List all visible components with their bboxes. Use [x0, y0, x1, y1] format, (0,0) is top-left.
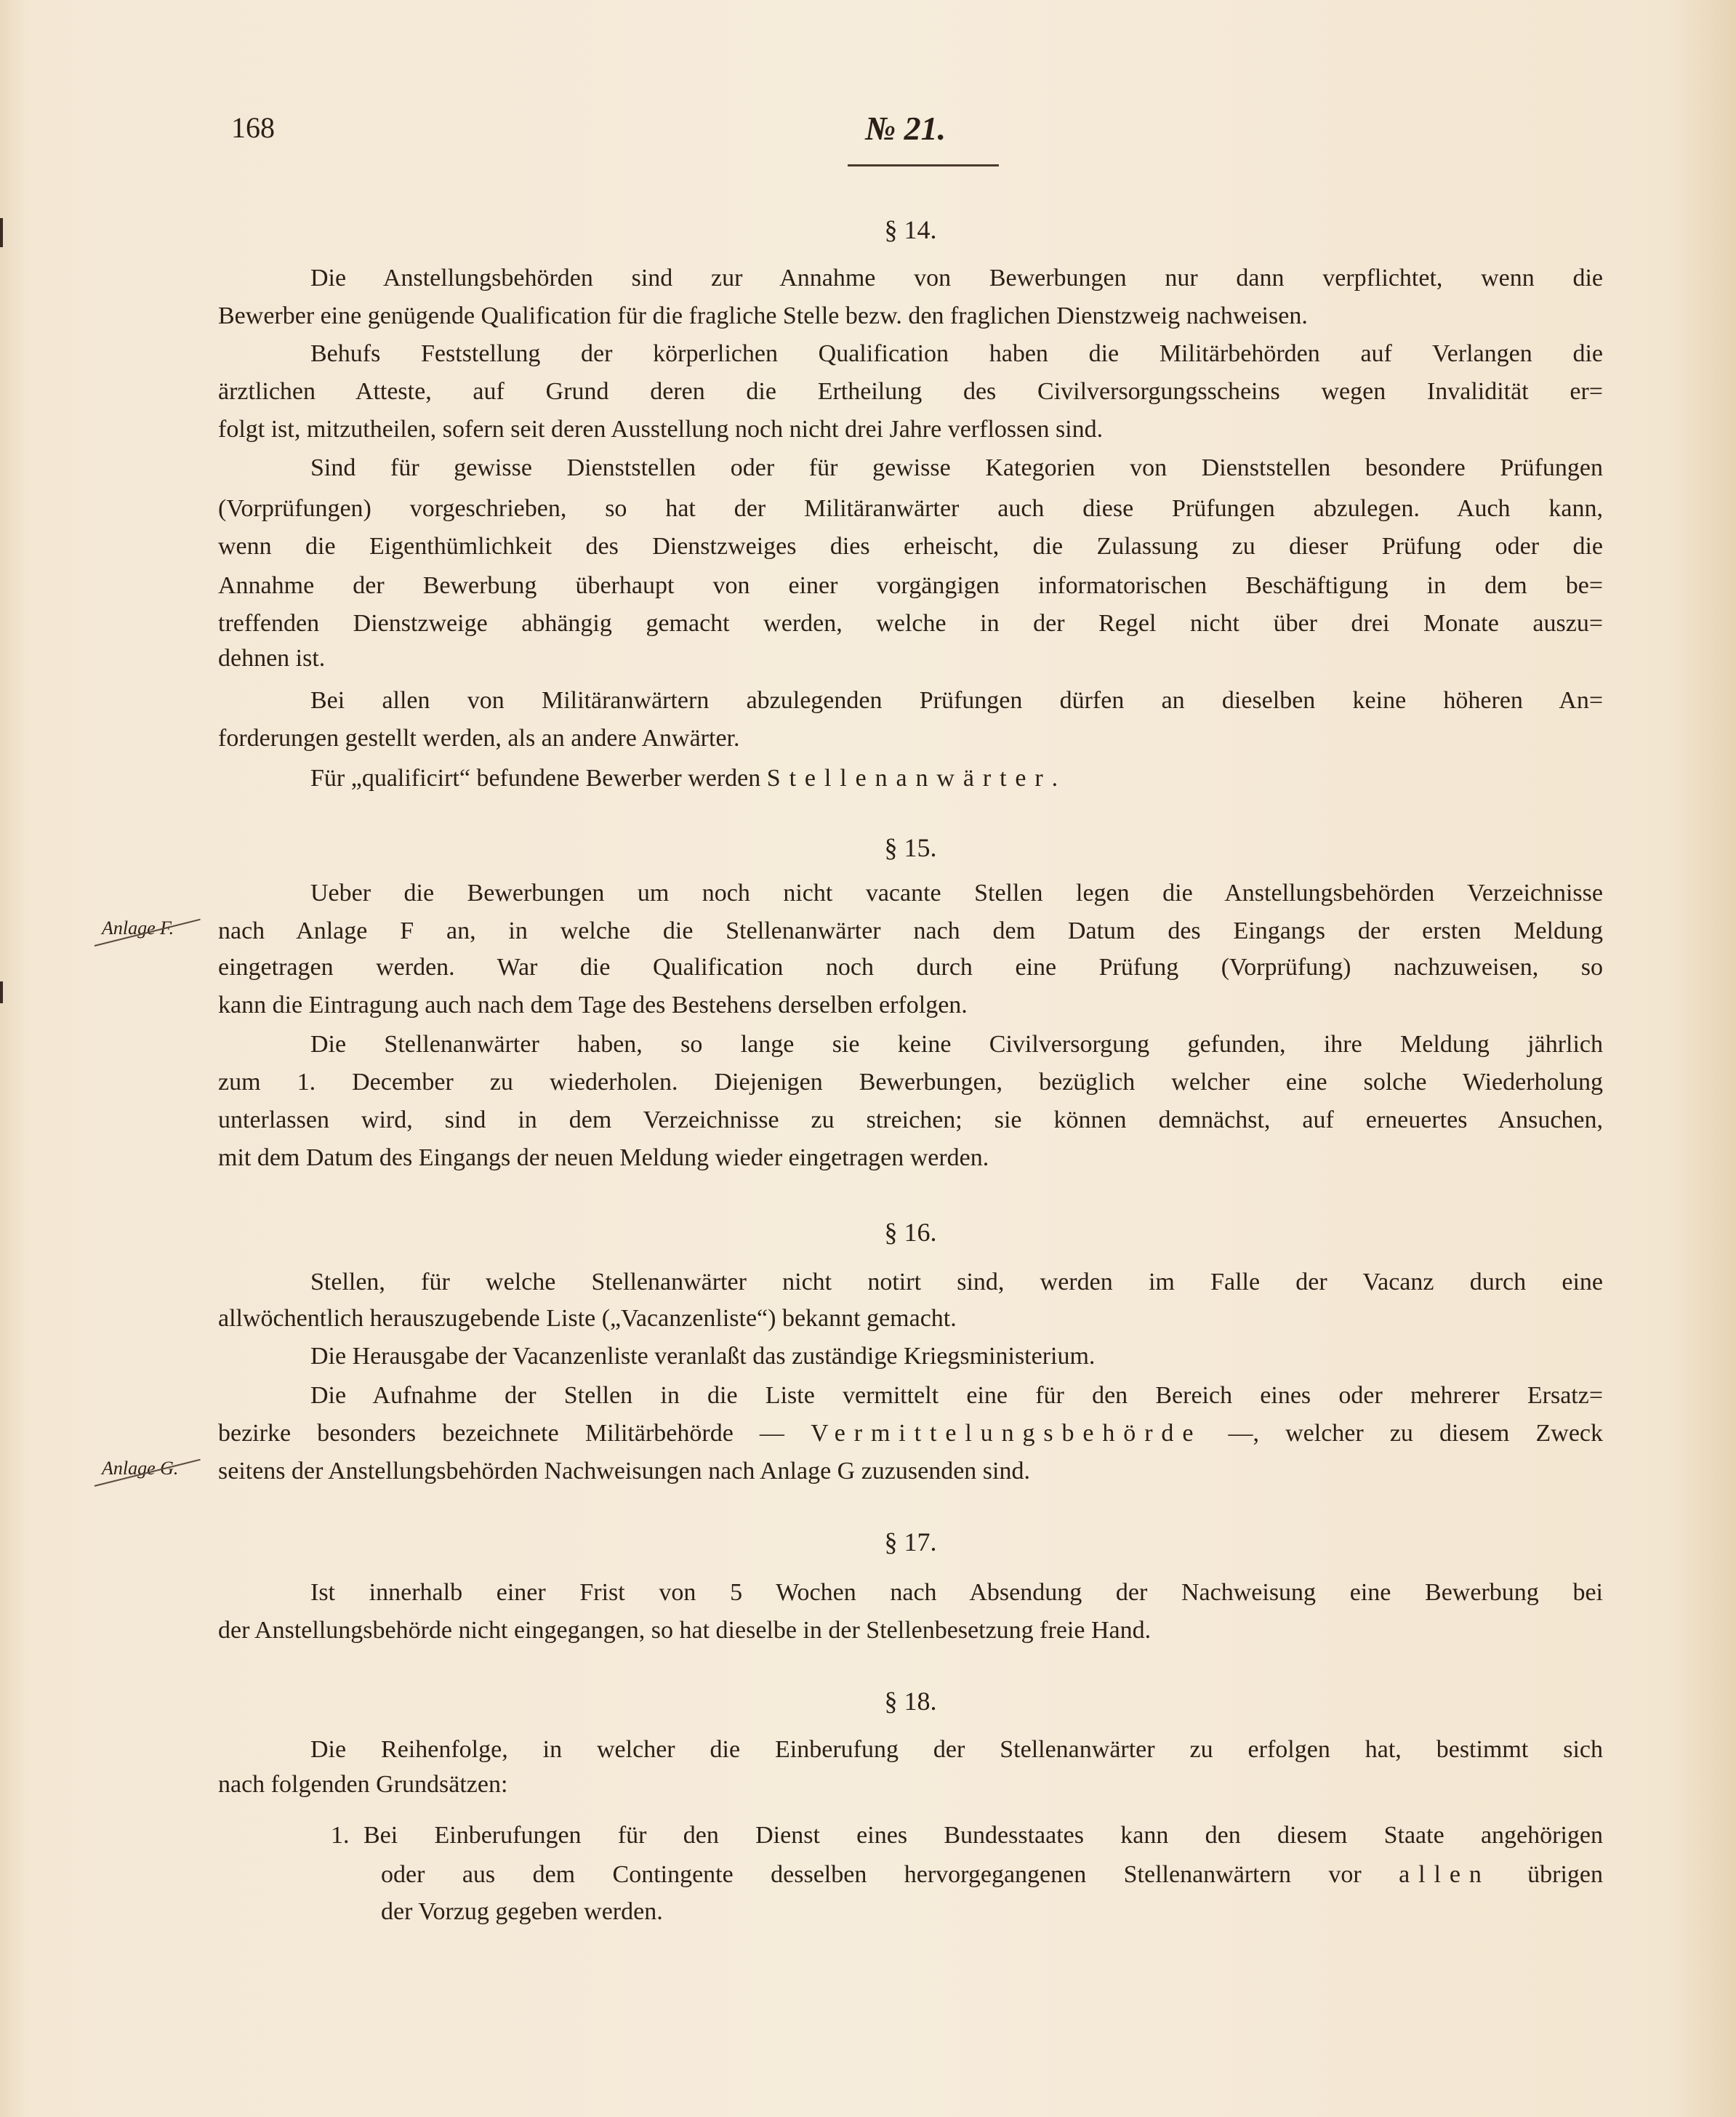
text-line: Ueber die Bewerbungen um noch nicht vacante Stellen legen die Anstellungsbehörden Verzeichnisse [310, 880, 1603, 907]
issue-number: № 21. [865, 110, 947, 147]
section-heading: § 17. [884, 1527, 937, 1556]
text-line: unterlassen wird, sind in dem Verzeichnisse zu streichen; sie können demnächst, auf erneuertes Ansuchen, [218, 1106, 1603, 1133]
text-line [218, 1415, 1603, 1453]
text-line: ärztlichen Atteste, auf Grund deren die Ertheilung des Civilversorgungsscheins wegen Invalidität er= [218, 378, 1603, 405]
text-line: treffenden Dienstzweige abhängig gemacht werden, welche in der Regel nicht über drei Monate auszu= [218, 610, 1603, 637]
text-line: Die Aufnahme der Stellen in die Liste vermittelt eine für den Bereich eines oder mehrerer Ersatz= [310, 1382, 1603, 1409]
section-heading: § 18. [884, 1687, 937, 1716]
text-line: Die Reihenfolge, in welcher die Einberufung der Stellenanwärter zu erfolgen hat, bestimmt sich [310, 1736, 1603, 1763]
text-line: seitens der Anstellungsbehörden Nachweisungen nach Anlage G zuzusenden sind. [218, 1458, 1030, 1485]
spaced-emphasis: allen [1399, 1861, 1490, 1888]
text-segment: Für „qualificirt“ befundene Bewerber werden [310, 765, 767, 792]
text-line: Die Stellenanwärter haben, so lange sie keine Civilversorgung gefunden, ihre Meldung jährlich [310, 1031, 1603, 1058]
list-number: 1. [331, 1822, 350, 1849]
text-line: wenn die Eigenthümlichkeit des Dienstzweiges dies erheischt, die Zulassung zu dieser Prüfung oder die [218, 533, 1603, 560]
page-edge-mark [0, 218, 3, 247]
page-number: 168 [231, 111, 275, 144]
text-line: der Anstellungsbehörde nicht eingegangen, so hat dieselbe in der Stellenbesetzung freie Hand. [218, 1617, 1152, 1644]
text-line: nach folgenden Grundsätzen: [218, 1771, 508, 1798]
section-heading: § 15. [884, 833, 937, 862]
text-segment: . [1051, 765, 1058, 792]
section-heading: § 14. [884, 215, 937, 244]
text-line: der Vorzug gegeben werden. [381, 1898, 663, 1925]
text-line: Stellen, für welche Stellenanwärter nicht notirt sind, werden im Falle der Vacanz durch eine [310, 1269, 1603, 1295]
margin-note-anlage-f [102, 917, 174, 939]
spaced-emphasis: Vermittelungsbehörde [811, 1420, 1202, 1447]
page-edge-mark [0, 981, 3, 1003]
text-line: Bei allen von Militäranwärtern abzulegenden Prüfungen dürfen an dieselben keine höheren An= [310, 687, 1603, 714]
text-line: dehnen ist. [218, 645, 326, 672]
text-segment: bezirke besonders bezeichnete Militärbehörde — [218, 1420, 811, 1447]
text-line: nach Anlage F an, in welche die Stellenanwärter nach dem Datum des Eingangs der ersten Meldung [218, 917, 1603, 944]
text-segment: —, welcher zu diesem Zweck [1202, 1420, 1603, 1447]
section-heading: § 16. [884, 1218, 937, 1247]
text-line: forderungen gestellt werden, als an andere Anwärter. [218, 725, 740, 752]
margin-note-text: Anlage G. [102, 1458, 179, 1479]
margin-note-text: Anlage F. [102, 917, 174, 939]
text-line: Die Herausgabe der Vacanzenliste veranlaßt das zuständige Kriegsministerium. [310, 1343, 1096, 1370]
text-line: allwöchentlich herauszugebende Liste („Vacanzenliste“) bekannt gemacht. [218, 1305, 957, 1332]
text-line: Bewerber eine genügende Qualification für die fragliche Stelle bezw. den fraglichen Dienstzweig nachweisen. [218, 302, 1308, 329]
margin-note-anlage-g [102, 1458, 178, 1479]
text-segment: übrigen [1490, 1861, 1603, 1888]
text-line: Bei Einberufungen für den Dienst eines Bundesstaates kann den diesem Staate angehörigen [363, 1822, 1603, 1849]
text-line: zum 1. December zu wiederholen. Diejenigen Bewerbungen, bezüglich welcher eine solche Wiederholung [218, 1069, 1603, 1096]
text-line [381, 1856, 1603, 1894]
text-line: folgt ist, mitzutheilen, sofern seit deren Ausstellung noch nicht drei Jahre verflossen sind. [218, 416, 1104, 443]
text-line: Annahme der Bewerbung überhaupt von einer vorgängigen informatorischen Beschäftigung in dem be= [218, 572, 1603, 599]
text-segment: oder aus dem Contingente desselben hervorgegangenen Stellenanwärtern vor [381, 1861, 1399, 1888]
text-line: Sind für gewisse Dienststellen oder für gewisse Kategorien von Dienststellen besondere Prüfungen [310, 454, 1603, 481]
text-line: Ist innerhalb einer Frist von 5 Wochen nach Absendung der Nachweisung eine Bewerbung bei [310, 1579, 1603, 1606]
text-line: (Vorprüfungen) vorgeschrieben, so hat der Militäranwärter auch diese Prüfungen abzulegen. Auch kann, [218, 495, 1603, 522]
text-line [310, 760, 1603, 798]
header-rule [848, 164, 999, 166]
text-line: kann die Eintragung auch nach dem Tage des Bestehens derselben erfolgen. [218, 992, 968, 1019]
text-line: Behufs Feststellung der körperlichen Qualification haben die Militärbehörden auf Verlangen die [310, 340, 1603, 367]
spaced-emphasis: Stellenanwärter [766, 765, 1052, 792]
text-line: eingetragen werden. War die Qualification noch durch eine Prüfung (Vorprüfung) nachzuweisen, so [218, 954, 1603, 981]
text-line: Die Anstellungsbehörden sind zur Annahme von Bewerbungen nur dann verpflichtet, wenn die [310, 265, 1603, 292]
text-line: mit dem Datum des Eingangs der neuen Meldung wieder eingetragen werden. [218, 1144, 989, 1171]
